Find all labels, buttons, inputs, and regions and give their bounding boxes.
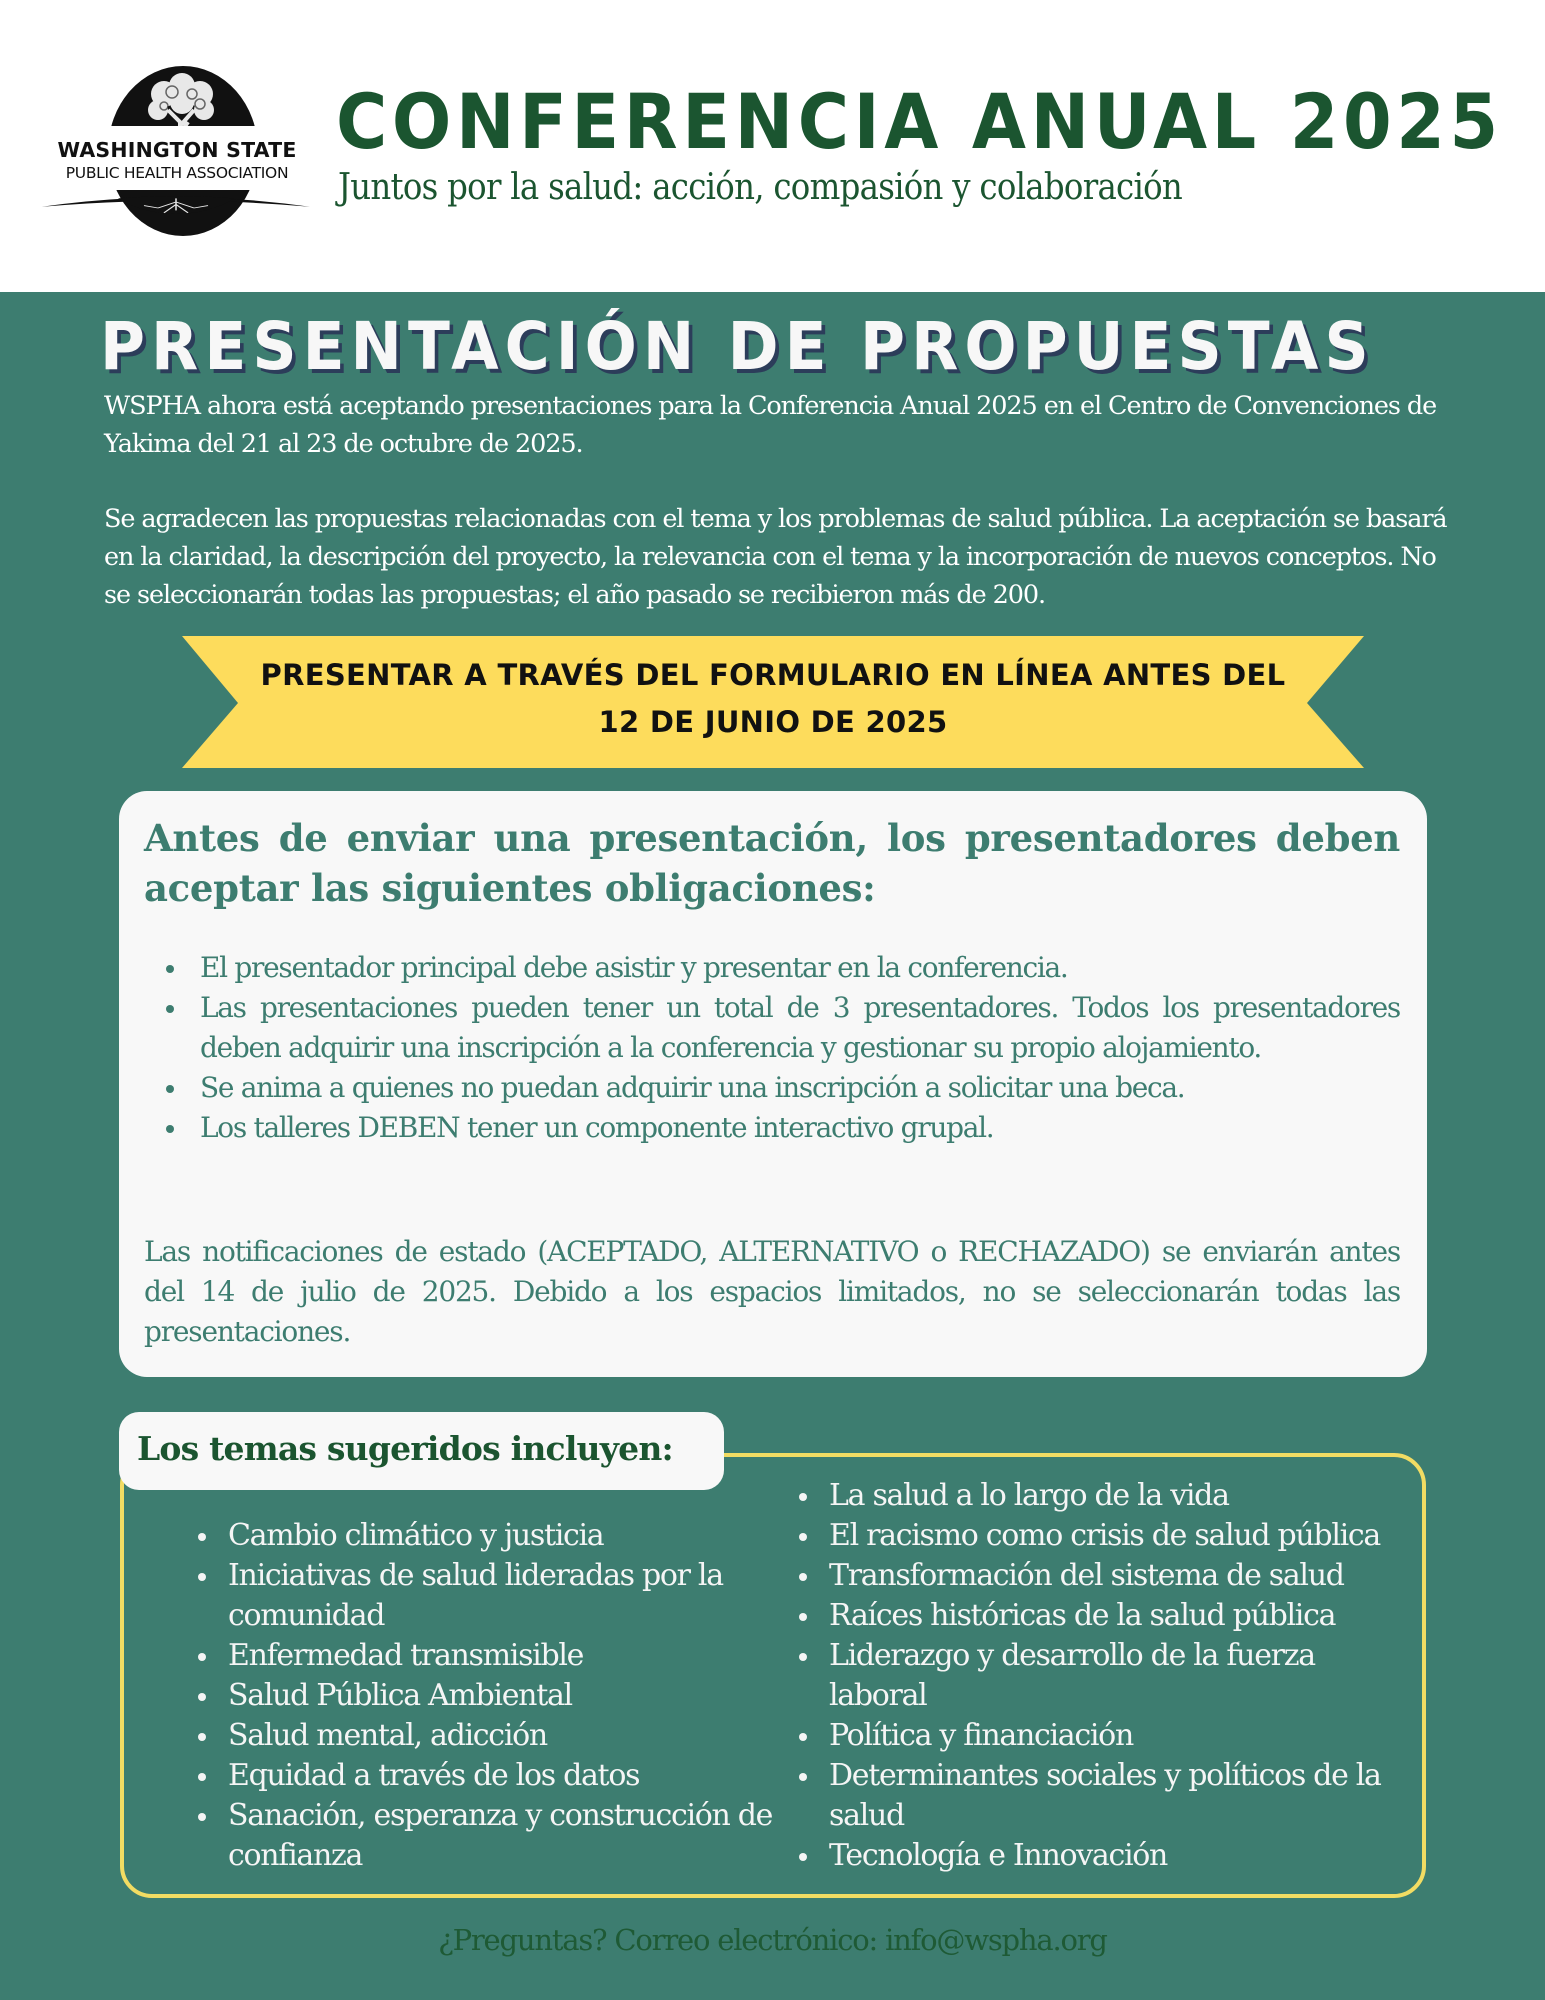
topics-heading: Los temas sugeridos incluyen: bbox=[137, 1429, 673, 1468]
obligations-card bbox=[119, 791, 1427, 1377]
list-item: Liderazgo y desarrollo de la fuerza laboral bbox=[829, 1636, 1399, 1716]
list-item: El racismo como crisis de salud pública bbox=[829, 1516, 1399, 1556]
list-item: Cambio climático y justicia bbox=[228, 1516, 798, 1556]
conference-subtitle: Juntos por la salud: acción, compasión y colaboración bbox=[338, 167, 1183, 208]
list-item: Equidad a través de los datos bbox=[228, 1756, 798, 1796]
list-item: Enfermedad transmisible bbox=[228, 1636, 798, 1676]
list-item: Transformación del sistema de salud bbox=[829, 1556, 1399, 1596]
logo-line-1: WASHINGTON STATE bbox=[57, 138, 297, 162]
list-item: La salud a lo largo de la vida bbox=[829, 1476, 1399, 1516]
list-item: Los talleres DEBEN tener un componente interactivo grupal. bbox=[200, 1108, 1400, 1148]
topics-list-right bbox=[829, 1476, 1399, 1876]
list-item: Sanación, esperanza y construcción de confianza bbox=[228, 1796, 798, 1876]
list-item: Se anima a quienes no puedan adquirir una inscripción a solicitar una beca. bbox=[200, 1068, 1400, 1108]
list-item: Tecnología e Innovación bbox=[829, 1836, 1399, 1876]
logo-line-2: PUBLIC HEALTH ASSOCIATION bbox=[65, 164, 289, 182]
list-item: El presentador principal debe asistir y presentar en la conferencia. bbox=[200, 948, 1400, 988]
status-notification-note: Las notificaciones de estado (ACEPTADO, ALTERNATIVO o RECHAZADO) se enviarán antes del 14 de julio de 2025. Debido a los espacios limitados, no se seleccionarán todas las presentaciones. bbox=[144, 1235, 1400, 1348]
list-item: Las presentaciones pueden tener un total de 3 presentadores. Todos los presentadores deben adquirir una inscripción a la conferencia y gestionar su propio alojamiento. bbox=[200, 988, 1400, 1068]
list-item: Política y financiación bbox=[829, 1716, 1399, 1756]
list-item: Iniciativas de salud lideradas por la comunidad bbox=[228, 1556, 798, 1636]
wspha-logo bbox=[38, 62, 314, 240]
topics-list-left bbox=[228, 1516, 798, 1876]
roots-icon bbox=[40, 190, 312, 220]
topics-heading-pill bbox=[119, 1412, 724, 1490]
intro-paragraph: WSPHA ahora está aceptando presentaciones para la Conferencia Anual 2025 en el Centro de Convenciones de Yakima del 21 al 23 de octubre de 2025. bbox=[104, 391, 1437, 459]
deadline-banner bbox=[182, 636, 1364, 768]
list-item: Salud Pública Ambiental bbox=[228, 1676, 798, 1716]
page-header bbox=[0, 0, 1545, 292]
contact-footer: ¿Preguntas? Correo electrónico: info@wspha.org bbox=[438, 1923, 1107, 1957]
list-item: Determinantes sociales y políticos de la salud bbox=[829, 1756, 1399, 1836]
deadline-text: PRESENTAR A TRAVÉS DEL FORMULARIO EN LÍNEA ANTES DEL 12 DE JUNIO DE 2025 bbox=[260, 658, 1286, 739]
conference-title: CONFERENCIA ANUAL 2025 bbox=[336, 77, 1503, 166]
obligations-heading: Antes de enviar una presentación, los presentadores deben aceptar las siguientes obligaciones: bbox=[144, 816, 1400, 910]
list-item: Raíces históricas de la salud pública bbox=[829, 1596, 1399, 1636]
section-title: PRESENTACIÓN DE PROPUESTAS bbox=[100, 308, 1375, 385]
obligations-list bbox=[144, 948, 1400, 1148]
intro-paragraph: Se agradecen las propuestas relacionadas con el tema y los problemas de salud pública. La aceptación se basará en la claridad, la descripción del proyecto, la relevancia con el tema y la incorporación de nuevos conceptos. No se seleccionarán todas las propuestas; el año pasado se recibieron más de 200. bbox=[104, 504, 1447, 610]
list-item: Salud mental, adicción bbox=[228, 1716, 798, 1756]
